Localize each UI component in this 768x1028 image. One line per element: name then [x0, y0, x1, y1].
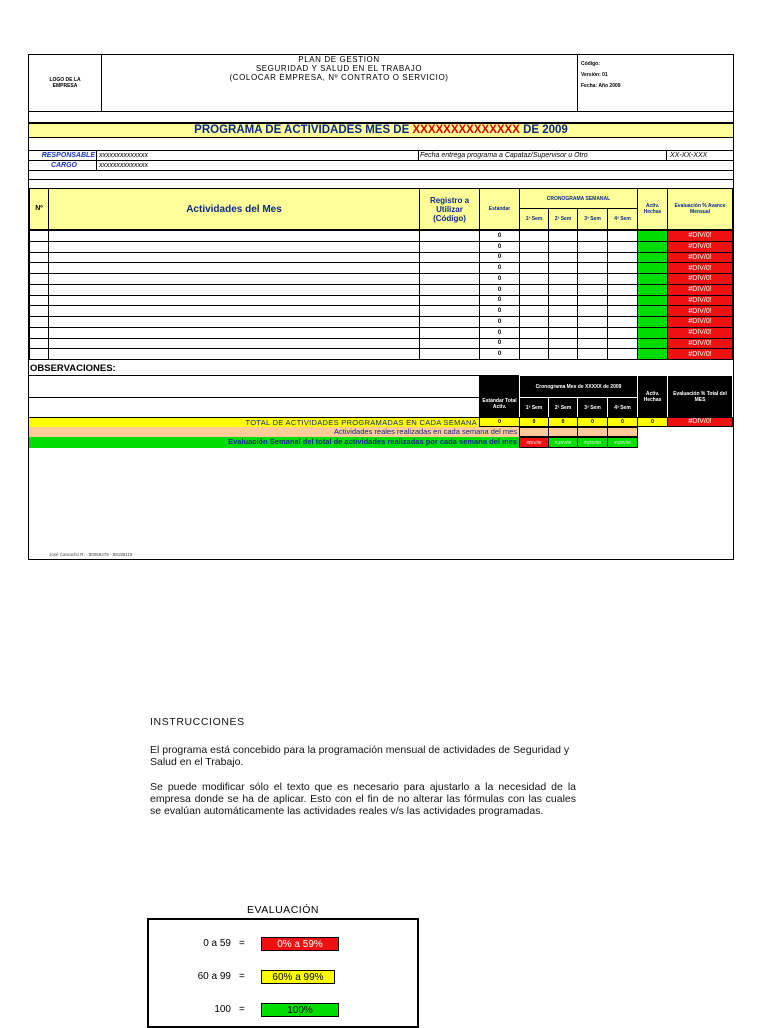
row-cell-evaluacion: #DIV/0!: [667, 252, 733, 264]
actividades-reales-label: Actividades reales realizadas en cada semana del mes: [29, 427, 520, 437]
reales-week-cell[interactable]: [548, 427, 578, 437]
divider: [96, 150, 97, 170]
row-cell-estandar: 0: [479, 241, 520, 253]
row-cell-evaluacion: #DIV/0!: [667, 284, 733, 296]
col-header-registro: Registro a Utilizar (Código): [419, 188, 480, 230]
responsable-label: RESPONSABLE: [41, 152, 95, 159]
logo-text: LOGO DE LA: [49, 77, 81, 83]
row-cell-evaluacion: #DIV/0!: [667, 273, 733, 285]
row-cell-activ-hechas: [637, 348, 668, 360]
header-title-line: SEGURIDAD Y SALUD EN EL TRABAJO: [255, 64, 423, 73]
summary-header-week: 3ª Sem: [577, 397, 608, 418]
header-title-line: (COLOCAR EMPRESA, Nº CONTRATO O SERVICIO): [229, 73, 449, 82]
form-sheet: [28, 54, 734, 560]
fecha-label: Fecha: Año 2009: [581, 83, 621, 89]
legend-swatch-green: 100%: [261, 1003, 339, 1017]
row-cell-estandar: 0: [479, 284, 520, 296]
instructions-title: INSTRUCCIONES: [150, 716, 245, 728]
col-header-estandar: Estándar: [479, 188, 520, 230]
row-cell-evaluacion: #DIV/0!: [667, 327, 733, 339]
divider: [29, 179, 733, 180]
summary-header-activ-hechas: Activ. Hechas: [637, 375, 668, 418]
logo-placeholder: [29, 77, 101, 89]
legend-equals: =: [239, 938, 245, 949]
divider: [29, 170, 733, 171]
reales-week-cell[interactable]: [577, 427, 608, 437]
row-cell-evaluacion: #DIV/0!: [667, 262, 733, 274]
total-programadas-label: TOTAL DE ACTIVIDADES PROGRAMADAS EN CADA SEMANA: [29, 417, 480, 427]
row-cell-no: [29, 348, 49, 360]
evaluacion-legend: [147, 918, 419, 1028]
evaluacion-semanal-value: #DIV/0!: [519, 437, 549, 448]
legend-range: 100: [214, 1004, 231, 1015]
row-cell-week[interactable]: [519, 348, 549, 360]
row-cell-actividad[interactable]: [48, 348, 420, 360]
total-estandar-value: 0: [479, 417, 520, 427]
reales-week-cell[interactable]: [519, 427, 549, 437]
observaciones-label: OBSERVACIONES:: [30, 363, 116, 374]
header-title-line: PLAN DE GESTION: [298, 55, 380, 64]
divider: [666, 150, 667, 160]
total-week-value: 0: [577, 417, 608, 427]
row-cell-evaluacion: #DIV/0!: [667, 348, 733, 360]
col-header-cronograma: CRONOGRAMA SEMANAL: [519, 188, 638, 209]
total-evaluacion-value: #DIV/0!: [667, 417, 733, 427]
col-header-week: 3ª Sem: [577, 208, 608, 230]
version-label: Versión: 01: [581, 72, 608, 78]
program-title-year: DE 2009: [519, 124, 568, 136]
evaluacion-semanal-value: #¡DIV/0!: [577, 437, 608, 448]
cargo-value[interactable]: xxxxxxxxxxxxxx: [99, 162, 148, 169]
legend-range: 0 a 59: [203, 938, 231, 949]
logo-text: EMPRESA: [52, 83, 78, 89]
legend-range: 60 a 99: [197, 971, 231, 982]
divider: [418, 150, 419, 160]
row-cell-registro[interactable]: [419, 348, 480, 360]
row-cell-estandar: 0: [479, 273, 520, 285]
instructions-section: [150, 716, 576, 817]
divider: [29, 111, 733, 112]
col-header-evaluacion: Evaluación % Avance Mensual: [667, 188, 733, 230]
legend-swatch-yellow: 60% a 99%: [261, 970, 335, 984]
row-cell-estandar: 0: [479, 252, 520, 264]
program-title-month: XXXXXXXXXXXXXX: [412, 124, 520, 136]
row-cell-estandar: 0: [479, 262, 520, 274]
cargo-label: CARGO: [50, 162, 77, 169]
instructions-paragraph: Se puede modificar sólo el texto que es necesario para ajustarlo a la necesidad de la empresa donde se ha de aplicar. Esto con el fin de no alterar las fórmulas con las cuales se evalúan automáticamente las actividades reales v/s las actividades programadas.: [150, 781, 576, 817]
divider: [577, 55, 578, 111]
total-week-value: 0: [548, 417, 578, 427]
row-cell-evaluacion: #DIV/0!: [667, 338, 733, 350]
evaluacion-semanal-value: #¡DIV/0!: [607, 437, 638, 448]
row-cell-evaluacion: #DIV/0!: [667, 316, 733, 328]
form-header-title: [101, 55, 577, 82]
evaluacion-semanal-value: #¡DIV/0!: [548, 437, 578, 448]
document-meta: [581, 59, 731, 92]
reales-week-cell[interactable]: [607, 427, 638, 437]
summary-header-week: 1ª Sem: [519, 397, 549, 418]
divider: [29, 397, 480, 398]
row-cell-evaluacion: #DIV/0!: [667, 305, 733, 317]
row-cell-week[interactable]: [548, 348, 578, 360]
row-cell-estandar: 0: [479, 316, 520, 328]
row-cell-evaluacion: #DIV/0!: [667, 230, 733, 242]
row-cell-estandar: 0: [479, 327, 520, 339]
legend-equals: =: [239, 971, 245, 982]
summary-header-cronograma: Cronograma Mes de XXXXX de 2009: [519, 375, 638, 398]
responsable-value[interactable]: xxxxxxxxxxxxxx: [99, 152, 148, 159]
total-activ-hechas-value: 0: [637, 417, 668, 427]
col-header-week: 4ª Sem: [607, 208, 638, 230]
total-week-value: 0: [519, 417, 549, 427]
col-header-week: 1ª Sem: [519, 208, 549, 230]
col-header-no: Nº: [29, 188, 49, 230]
codigo-label: Código:: [581, 61, 600, 67]
evaluacion-semanal-label: Evaluación Semanal del total de actividades realizadas por cada semana del mes: [29, 437, 520, 448]
summary-header-week: 4ª Sem: [607, 397, 638, 418]
divider: [29, 150, 733, 151]
evaluacion-title: EVALUACIÓN: [247, 904, 319, 916]
fecha-entrega-value[interactable]: XX-XX-XXX: [670, 152, 708, 159]
row-cell-estandar: 0: [479, 295, 520, 307]
row-cell-estandar: 0: [479, 338, 520, 350]
footer-author-note: José Camacho R. - 90069279 - 88188118: [49, 552, 133, 557]
row-cell-week[interactable]: [577, 348, 608, 360]
summary-header-evaluacion: Evaluación % Total del MES: [667, 375, 733, 418]
legend-equals: =: [239, 1004, 245, 1015]
program-title-prefix: PROGRAMA DE ACTIVIDADES MES DE: [194, 124, 413, 136]
fecha-entrega-label: Fecha entrega programa a Capataz/Supervisor u Otro: [420, 152, 588, 159]
row-cell-estandar: 0: [479, 230, 520, 242]
row-cell-estandar: 0: [479, 348, 520, 360]
divider: [29, 160, 733, 161]
row-cell-evaluacion: #DIV/0!: [667, 295, 733, 307]
row-cell-week[interactable]: [607, 348, 638, 360]
summary-header-estandar: Estándar Total Activ.: [479, 375, 520, 418]
col-header-actividades: Actividades del Mes: [48, 188, 420, 230]
summary-header-week: 2ª Sem: [548, 397, 578, 418]
col-header-week: 2ª Sem: [548, 208, 578, 230]
row-cell-evaluacion: #DIV/0!: [667, 241, 733, 253]
legend-swatch-red: 0% a 59%: [261, 937, 339, 951]
instructions-paragraph: El programa está concebido para la programación mensual de actividades de Seguridad y Salud en el Trabajo.: [150, 744, 570, 768]
program-title: [29, 123, 733, 138]
col-header-activ-hechas: Activ. Hechas: [637, 188, 668, 230]
total-week-value: 0: [607, 417, 638, 427]
row-cell-estandar: 0: [479, 305, 520, 317]
